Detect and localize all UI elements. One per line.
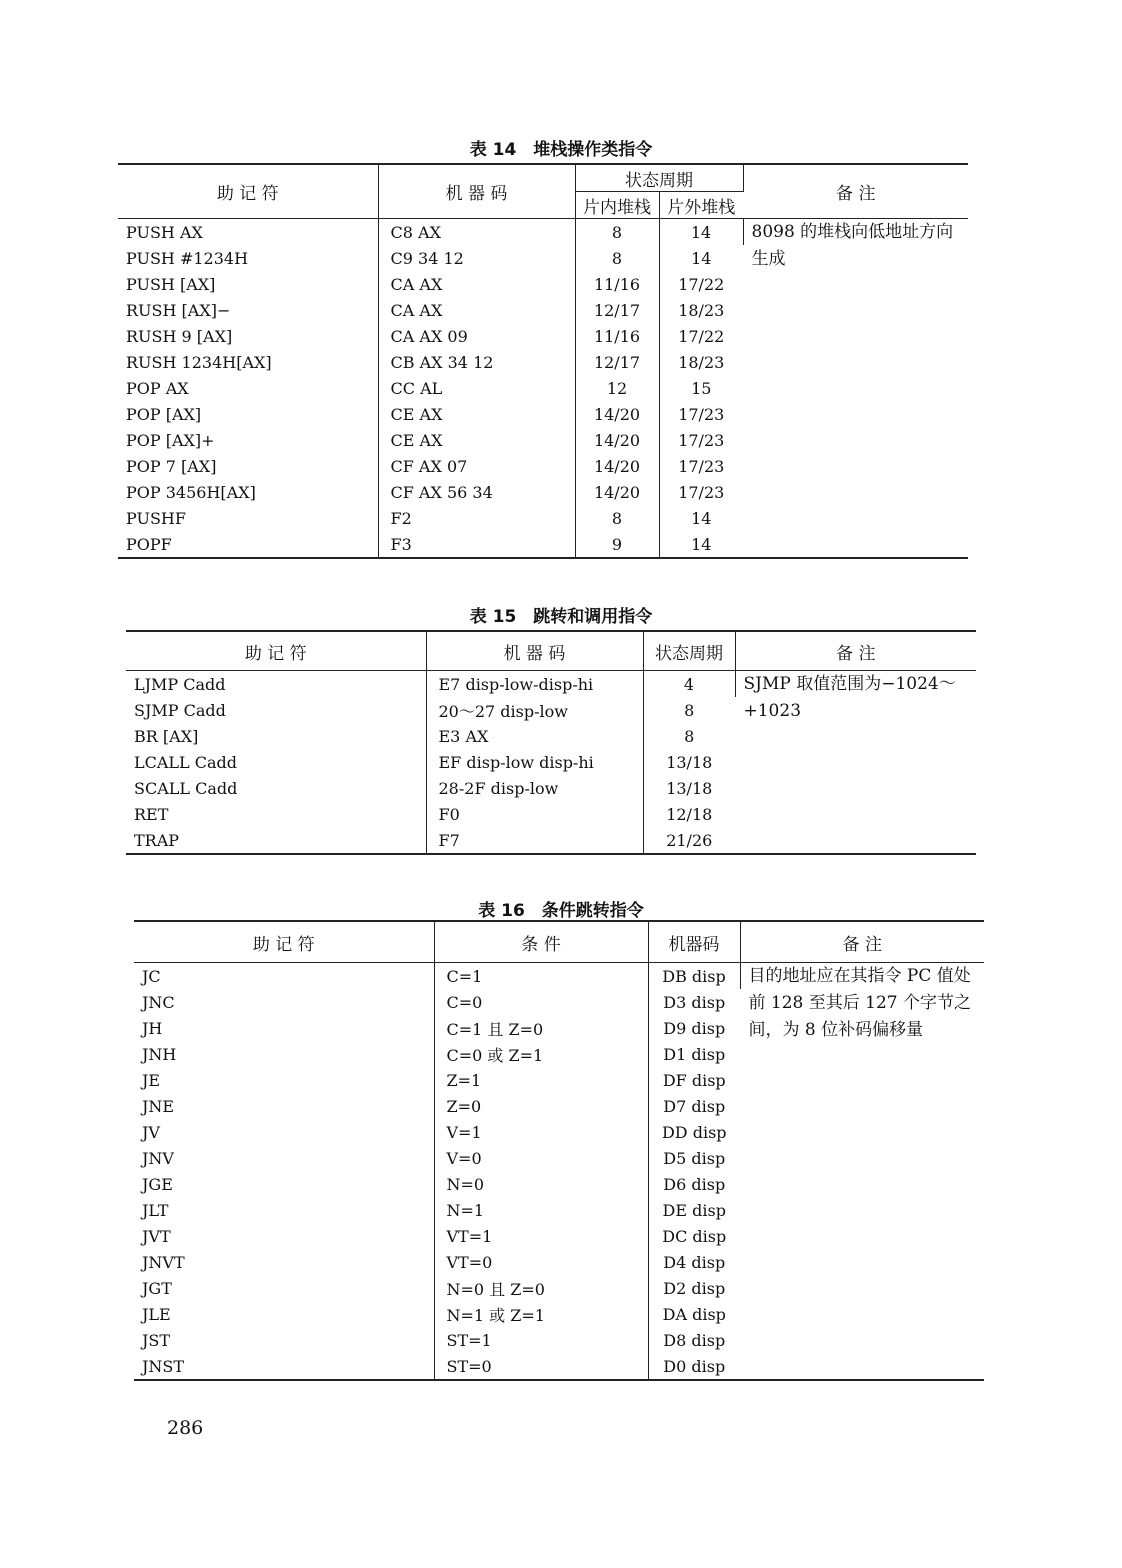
table16-cell: JC: [134, 963, 434, 990]
table16-cell: D5 disp: [663, 1148, 726, 1168]
table16-cell: DA disp: [662, 1304, 726, 1324]
table14-header-note: 备 注: [743, 164, 968, 219]
table15-cell: F7: [426, 827, 643, 854]
table14-cell: CA AX 09: [378, 323, 575, 349]
table15-cell: LCALL Cadd: [126, 749, 426, 775]
table16-cell: JGT: [134, 1275, 434, 1301]
table15-cell: 4: [643, 671, 735, 698]
table16-cell: JV: [134, 1119, 434, 1145]
table16-header-note: 备 注: [842, 934, 882, 955]
table14-cell: RUSH 1234H[AX]: [118, 349, 378, 375]
table14-cell: F3: [378, 531, 575, 558]
table14-cell: C8 AX: [378, 219, 575, 246]
table14-cell: 9: [575, 531, 659, 558]
table16-cell: JGE: [134, 1171, 434, 1197]
table15-cell: LJMP Cadd: [126, 671, 426, 698]
table14-cell: 17/22: [678, 326, 725, 346]
table16-cell: D7 disp: [663, 1096, 726, 1116]
table14-cell: CE AX: [378, 427, 575, 453]
table16-cell: N=0 且 Z=0: [434, 1275, 648, 1301]
table16-cell: JLE: [134, 1301, 434, 1327]
table16-header-code: 机器码: [648, 921, 740, 963]
table16-cell: JH: [134, 1015, 434, 1041]
table16-cell: ST=1: [434, 1327, 648, 1353]
table15-cell: 28-2F disp-low: [426, 775, 643, 801]
table14-cell: 14: [691, 248, 712, 268]
table16-cell: VT=1: [434, 1223, 648, 1249]
table14-cell: 14: [659, 219, 743, 246]
table16-cell: C=1: [434, 963, 648, 990]
table16-cell: D9 disp: [663, 1018, 726, 1038]
table15-header-mnemonic: 助 记 符: [126, 631, 426, 671]
table14-cell: 17/23: [678, 482, 725, 502]
table16-cell: DD disp: [661, 1122, 727, 1142]
table14-cell: POP 7 [AX]: [118, 453, 378, 479]
table14-cell: 17/23: [678, 404, 725, 424]
table14-cell: C9 34 12: [378, 245, 575, 271]
table15-cell: 8: [684, 726, 695, 746]
table14-header-off-chip: 片外堆栈: [667, 197, 736, 218]
table16-cell: D8 disp: [663, 1330, 726, 1350]
table14-cell: CA AX: [378, 271, 575, 297]
table14-cell: F2: [378, 505, 575, 531]
table16-cell: JNE: [134, 1093, 434, 1119]
table14-cell: 17/22: [678, 274, 725, 294]
table14-cell: 17/23: [678, 430, 725, 450]
table16-cell: Z=1: [434, 1067, 648, 1093]
table16-cell: D1 disp: [663, 1044, 726, 1064]
table15-cell: F0: [426, 801, 643, 827]
table15-header-cycles: 状态周期: [643, 631, 735, 671]
table15-cell: 12/18: [666, 804, 713, 824]
table14-cell: 14/20: [575, 479, 659, 505]
table14-cell: 8: [575, 505, 659, 531]
table14-note: 8098 的堆栈向低地址方向生成: [751, 222, 954, 269]
table14-cell: 18/23: [678, 352, 725, 372]
table15-cell: 13/18: [666, 778, 713, 798]
table16-cell: VT=0: [434, 1249, 648, 1275]
table14-cell: CB AX 34 12: [378, 349, 575, 375]
table14-cell: POPF: [118, 531, 378, 558]
table14-cell: CC AL: [378, 375, 575, 401]
table15-cell: 21/26: [666, 830, 713, 850]
table14-cell: POP AX: [118, 375, 378, 401]
table14-cell: POP [AX]+: [118, 427, 378, 453]
table15: [126, 630, 976, 855]
table14-cell: 17/23: [678, 456, 725, 476]
table16: [134, 920, 984, 1381]
table16-cell: C=0 或 Z=1: [434, 1041, 648, 1067]
table14-cell: 15: [691, 378, 712, 398]
table15-cell: SJMP Cadd: [126, 697, 426, 723]
table16-cell: JE: [134, 1067, 434, 1093]
table14-header-on-chip: 片内堆栈: [575, 192, 659, 219]
table16-header-mnemonic: 助 记 符: [134, 921, 434, 963]
table16-cell: ST=0: [434, 1353, 648, 1380]
table14-cell: POP [AX]: [118, 401, 378, 427]
table14-cell: CF AX 56 34: [378, 479, 575, 505]
table15-note: SJMP 取值范围为−1024～+1023: [743, 674, 956, 721]
table14-cell: 14: [691, 508, 712, 528]
table14-cell: PUSH [AX]: [118, 271, 378, 297]
page-number: 286: [167, 1417, 204, 1439]
table14-cell: 12/17: [575, 349, 659, 375]
table15-cell: SCALL Cadd: [126, 775, 426, 801]
table16-header-condition: 条 件: [434, 921, 648, 963]
table16-cell: N=1: [434, 1197, 648, 1223]
table14-cell: PUSH #1234H: [118, 245, 378, 271]
table14-cell: CA AX: [378, 297, 575, 323]
table-row: [134, 963, 984, 990]
table14-cell: 11/16: [575, 323, 659, 349]
table15-cell: E7 disp-low-disp-hi: [426, 671, 643, 698]
table14-cell: RUSH 9 [AX]: [118, 323, 378, 349]
table15-cell: RET: [126, 801, 426, 827]
table16-cell: DC disp: [662, 1226, 727, 1246]
table15-cell: E3 AX: [426, 723, 643, 749]
table16-cell: JNVT: [134, 1249, 434, 1275]
table14-cell: 8: [575, 245, 659, 271]
table14: [118, 163, 968, 559]
table14-cell: CE AX: [378, 401, 575, 427]
table16-note: 目的地址应在其指令 PC 值处前 128 至其后 127 个字节之间，为 8 位补码偏移量: [748, 966, 972, 1040]
table-row: [126, 671, 976, 698]
table16-cell: DF disp: [662, 1070, 726, 1090]
table14-header-code: 机 器 码: [378, 164, 575, 219]
table14-cell: 14/20: [575, 401, 659, 427]
table14-cell: 12: [575, 375, 659, 401]
table16-cell: JST: [134, 1327, 434, 1353]
table14-cell: CF AX 07: [378, 453, 575, 479]
table16-cell: N=0: [434, 1171, 648, 1197]
table16-cell: JNV: [134, 1145, 434, 1171]
table14-cell: 14/20: [575, 453, 659, 479]
table15-cell: BR [AX]: [126, 723, 426, 749]
table16-cell: V=0: [434, 1145, 648, 1171]
table14-cell: 11/16: [575, 271, 659, 297]
table14-cell: 8: [575, 219, 659, 246]
table16-cell: JNST: [134, 1353, 434, 1380]
table16-cell: JNH: [134, 1041, 434, 1067]
table14-cell: 14: [691, 534, 712, 554]
table16-cell: D2 disp: [663, 1278, 726, 1298]
table15-cell: EF disp-low disp-hi: [426, 749, 643, 775]
table16-cell: D3 disp: [663, 992, 726, 1012]
table16-cell: JNC: [134, 989, 434, 1015]
table14-cell: RUSH [AX]−: [118, 297, 378, 323]
table15-cell: TRAP: [126, 827, 426, 854]
table15-header-code: 机 器 码: [426, 631, 643, 671]
table15-header-note: 备 注: [836, 643, 876, 664]
table16-caption: 表 16 条件跳转指令: [478, 901, 644, 921]
table14-cell: 12/17: [575, 297, 659, 323]
table14-cell: PUSHF: [118, 505, 378, 531]
table16-cell: D4 disp: [663, 1252, 726, 1272]
table15-cell: 13/18: [666, 752, 713, 772]
table16-cell: N=1 或 Z=1: [434, 1301, 648, 1327]
table16-cell: DE disp: [662, 1200, 726, 1220]
table16-cell: Z=0: [434, 1093, 648, 1119]
table16-cell: DB disp: [648, 963, 740, 990]
table14-header-mnemonic: 助 记 符: [118, 164, 378, 219]
table14-header-cycles: 状态周期: [575, 164, 743, 192]
table15-cell: 20～27 disp-low: [426, 697, 643, 723]
table16-cell: V=1: [434, 1119, 648, 1145]
table16-cell: D0 disp: [663, 1356, 726, 1376]
table14-cell: 14/20: [575, 427, 659, 453]
table14-cell: POP 3456H[AX]: [118, 479, 378, 505]
table16-cell: JLT: [134, 1197, 434, 1223]
table16-cell: C=0: [434, 989, 648, 1015]
table14-caption: 表 14 堆栈操作类指令: [469, 140, 653, 160]
table15-caption: 表 15 跳转和调用指令: [469, 607, 653, 627]
table16-cell: C=1 且 Z=0: [434, 1015, 648, 1041]
table15-cell: 8: [684, 700, 695, 720]
table16-cell: D6 disp: [663, 1174, 726, 1194]
table16-cell: JVT: [134, 1223, 434, 1249]
table-row: [118, 219, 968, 246]
table14-cell: 18/23: [678, 300, 725, 320]
table14-cell: PUSH AX: [118, 219, 378, 246]
